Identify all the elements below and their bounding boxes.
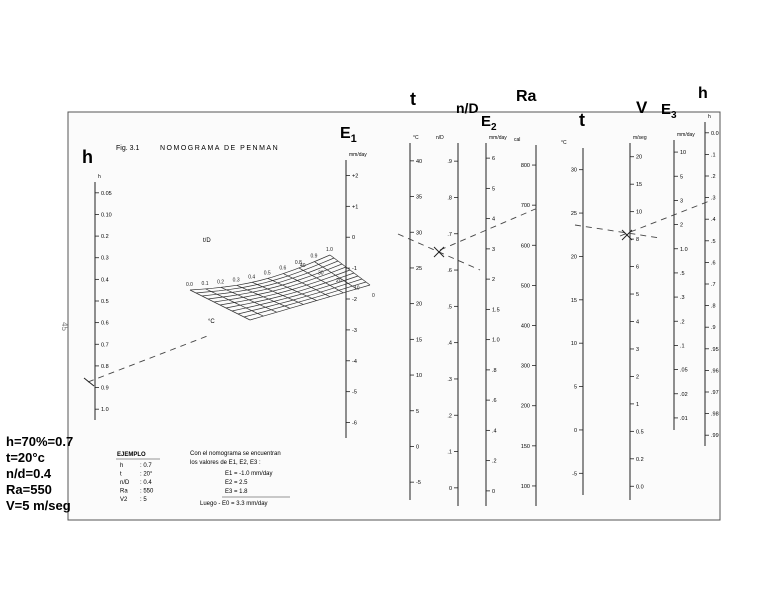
grid-ratio-tick: 0.2	[217, 279, 225, 286]
label-e2: $E_2$	[481, 113, 497, 133]
ejemplo-value: : 0.4	[140, 480, 152, 486]
scale-tick-label: 0	[448, 485, 452, 492]
scale-unit: cal	[514, 137, 521, 143]
scale-tick-label: 500	[520, 283, 530, 290]
scale-tick-label: 10	[570, 341, 577, 348]
scale-tick-label: 0.6	[101, 320, 109, 327]
scale-tick-label: 0	[492, 488, 496, 495]
scale-tick-label: -1	[352, 266, 357, 273]
note-v: V=5 m/seg	[6, 498, 71, 513]
result-line-2: los valores de E1, E2, E3 :	[190, 460, 261, 466]
note-ra: Ra=550	[6, 482, 52, 497]
grid-temp-tick: 30	[318, 270, 324, 277]
result-eo: Luego - E0 = 3.3 mm/day	[200, 501, 268, 507]
scale-tick-label: .8	[711, 303, 716, 310]
scale-tick-label: .9	[711, 325, 716, 332]
scale-tick-label: 0	[416, 444, 420, 451]
grid-temp-tick: 40	[300, 263, 306, 269]
scale-tick-label: .98	[711, 411, 719, 418]
scale-tick-label: 800	[520, 163, 530, 170]
grid-temp-tick: 10	[354, 285, 360, 292]
scale-tick-label: 600	[520, 243, 530, 250]
label-e3: $E_3$	[661, 101, 677, 121]
scale-tick-label: .99	[711, 433, 719, 440]
scale-tick-label: 0	[573, 427, 577, 434]
scale-tick-label: 1	[636, 401, 640, 408]
scale-tick-label: -6	[352, 420, 357, 427]
result-e2: E2 = 2.5	[225, 480, 248, 486]
scale-tick-label: .96	[711, 368, 719, 375]
scale-tick-label: 8	[636, 237, 640, 244]
label-h-right: h	[698, 85, 708, 102]
scale-tick-label: .6	[447, 268, 452, 275]
ejemplo-value: : 550	[140, 488, 154, 495]
scale-tick-label: .6	[711, 260, 716, 267]
example-notes	[6, 434, 73, 514]
scale-tick-label: 400	[520, 323, 530, 330]
grid-ratio-tick: 0.1	[201, 280, 209, 287]
grid-ratio-label: t/D	[203, 238, 211, 244]
scale-tick-label: .02	[680, 391, 688, 398]
scale-unit: h	[98, 174, 101, 180]
label-e2-sub: 2	[491, 122, 497, 133]
scale-tick-label: .95	[711, 346, 719, 353]
scale-tick-label: 25	[570, 211, 577, 218]
scale-tick-label: .97	[711, 390, 719, 396]
scale-tick-label: 1.0	[680, 246, 688, 253]
scale-tick-label: 10	[416, 373, 423, 380]
scale-tick-label: .2	[492, 458, 497, 465]
scale-tick-label: 0.4	[101, 277, 109, 284]
grid-temp-tick: 20	[336, 278, 342, 284]
scale-tick-label: 6	[492, 156, 496, 163]
figure-caption: Fig. 3.1	[116, 145, 140, 152]
scale-tick-label: 200	[520, 403, 530, 410]
label-h-left: h	[82, 147, 93, 167]
grid-ratio-tick: 0.9	[310, 253, 318, 260]
ejemplo-value: : 0.7	[140, 463, 152, 469]
scale-tick-label: 1.0	[101, 407, 109, 414]
scale-tick-label: .4	[492, 428, 497, 435]
scale-tick-label: .9	[447, 159, 452, 166]
scale-tick-label: +1	[352, 204, 359, 211]
scale-tick-label: 20	[570, 254, 577, 261]
scale-tick-label: 0.8	[101, 363, 109, 370]
scale-tick-label: 15	[636, 182, 643, 189]
grid-ratio-tick: 0.4	[248, 274, 256, 281]
grid-ratio-tick: 1.0	[326, 247, 333, 253]
scale-tick-label: .8	[492, 367, 497, 374]
grid-temp-label: °C	[208, 319, 215, 325]
scale-tick-label: 5	[573, 384, 577, 391]
scale-tick-label: 0.5	[636, 429, 644, 436]
scale-tick-label: .7	[447, 231, 452, 238]
scale-tick-label: 100	[520, 483, 530, 490]
scale-tick-label: 0	[352, 235, 356, 242]
grid-temp-tick: 0	[372, 293, 375, 299]
scale-tick-label: .4	[711, 217, 716, 224]
scale-tick-label: 4	[636, 319, 640, 326]
note-nd: n/d=0.4	[6, 466, 52, 481]
scale-tick-label: -4	[352, 358, 357, 365]
scale-tick-label: 5	[416, 408, 420, 415]
scale-tick-label: 35	[416, 194, 423, 201]
result-e1: E1 = -1.0 mm/day	[225, 471, 273, 477]
ejemplo-value: : 20°	[140, 471, 153, 478]
grid-ratio-tick: 0.5	[263, 270, 271, 277]
scale-tick-label: 1.0	[492, 337, 500, 344]
scale-tick-label: .3	[680, 295, 685, 302]
scale-tick-label: 2	[492, 277, 496, 284]
scale-tick-label: .5	[680, 270, 685, 277]
result-e3: E3 = 1.8	[225, 489, 248, 495]
ejemplo-key: h	[120, 463, 124, 469]
ejemplo-heading: EJEMPLO	[117, 452, 146, 458]
scale-tick-label: 0.0	[711, 130, 719, 137]
scale-tick-label: 5	[492, 186, 496, 193]
scale-tick-label: .1	[680, 343, 685, 350]
scale-tick-label: 10	[680, 150, 687, 157]
scale-tick-label: +2	[352, 173, 359, 180]
page-border	[68, 112, 720, 520]
scale-tick-label: .1	[711, 152, 716, 159]
scale-tick-label: .3	[711, 195, 716, 202]
scale-tick-label: .3	[447, 376, 452, 383]
scale-tick-label: .2	[447, 413, 452, 420]
scale-tick-label: 40	[416, 158, 423, 165]
ejemplo-key: t	[120, 471, 122, 478]
scale-tick-label: 0.10	[101, 212, 112, 219]
scale-tick-label: 2	[636, 374, 640, 381]
scale-tick-label: 6	[636, 264, 640, 271]
scale-tick-label: -5	[572, 471, 577, 478]
note-h: h=70%=0.7	[6, 434, 74, 449]
scale-tick-label: .2	[680, 319, 685, 326]
scale-tick-label: .1	[447, 449, 452, 456]
scale-tick-label: .5	[447, 304, 452, 311]
scale-tick-label: 700	[520, 203, 530, 210]
grid-ratio-tick: 0.0	[186, 282, 193, 288]
label-ra: Ra	[516, 88, 537, 105]
scale-tick-label: .8	[447, 195, 452, 202]
scale-unit: mm/day	[677, 132, 695, 138]
scale-tick-label: 300	[520, 363, 530, 370]
label-e3-sub: 3	[671, 110, 677, 121]
scale-tick-label: -2	[352, 297, 357, 303]
scale-tick-label: 30	[416, 230, 423, 237]
scale-unit: °C	[561, 140, 567, 146]
scale-tick-label: .05	[680, 367, 688, 374]
label-e1-sub: 1	[350, 133, 357, 146]
scale-tick-label: 0.7	[101, 342, 109, 349]
scale-tick-label: 0.2	[636, 456, 644, 463]
scale-tick-label: 0.3	[101, 255, 109, 262]
ejemplo-value: : 5	[140, 497, 147, 503]
scale-tick-label: 30	[570, 167, 577, 174]
ejemplo-key: Ra	[120, 488, 128, 495]
scale-tick-label: -5	[352, 389, 357, 396]
scale-tick-label: 5	[680, 174, 684, 181]
ejemplo-key: V2	[120, 497, 128, 503]
note-t: t=20°c	[6, 450, 45, 465]
scale-tick-label: 3	[680, 198, 684, 205]
scale-tick-label: 20	[416, 301, 423, 308]
page-number: 45	[60, 322, 69, 331]
grid-ratio-tick: 0.8	[294, 259, 302, 266]
ejemplo-key: n/D	[120, 480, 130, 486]
scale-tick-label: 5	[636, 292, 640, 299]
result-line-1: Con el nomograma se encuentran	[190, 451, 281, 457]
scale-tick-label: 0.2	[101, 234, 109, 241]
scale-tick-label: 0.9	[101, 385, 109, 392]
scale-tick-label: 1.5	[492, 307, 500, 314]
scale-tick-label: 0.0	[636, 484, 644, 491]
scale-tick-label: -3	[352, 327, 357, 334]
label-v: V	[636, 98, 648, 117]
scale-unit: m/seg	[633, 135, 647, 141]
scale-tick-label: 3	[492, 246, 496, 253]
scale-tick-label: 20	[636, 154, 643, 161]
scale-tick-label: 0.5	[101, 299, 109, 305]
scale-unit: mm/day	[489, 135, 507, 141]
scale-unit: n/D	[436, 135, 444, 141]
scale-unit: mm/day	[349, 152, 367, 158]
grid-ratio-tick: 0.3	[232, 277, 240, 284]
scale-tick-label: .6	[492, 398, 497, 405]
scale-tick-label: 15	[570, 297, 577, 304]
scale-tick-label: 4	[492, 216, 496, 223]
scale-tick-label: 0.05	[101, 190, 112, 197]
scale-tick-label: -5	[416, 480, 421, 487]
scale-tick-label: 150	[520, 443, 530, 450]
scale-unit: h	[708, 114, 711, 120]
label-e1: $E_1$	[340, 125, 357, 146]
scale-unit: °C	[413, 135, 419, 141]
scale-tick-label: 15	[416, 337, 423, 344]
label-t-1: t	[410, 89, 416, 109]
scale-tick-label: .01	[680, 415, 688, 422]
scale-tick-label: .7	[711, 282, 716, 288]
scale-tick-label: 2	[680, 222, 684, 229]
scale-tick-label: 10	[636, 209, 643, 216]
grid-ratio-tick: 0.6	[279, 265, 287, 272]
scale-tick-label: .5	[711, 238, 716, 245]
scale-tick-label: 25	[416, 265, 423, 272]
label-n-d: n/D	[456, 100, 479, 116]
label-t-2: t	[579, 110, 585, 130]
scale-tick-label: 3	[636, 346, 640, 353]
figure-title: NOMOGRAMA DE PENMAN	[160, 145, 280, 152]
scale-tick-label: .2	[711, 174, 716, 180]
scale-tick-label: .4	[447, 340, 452, 347]
